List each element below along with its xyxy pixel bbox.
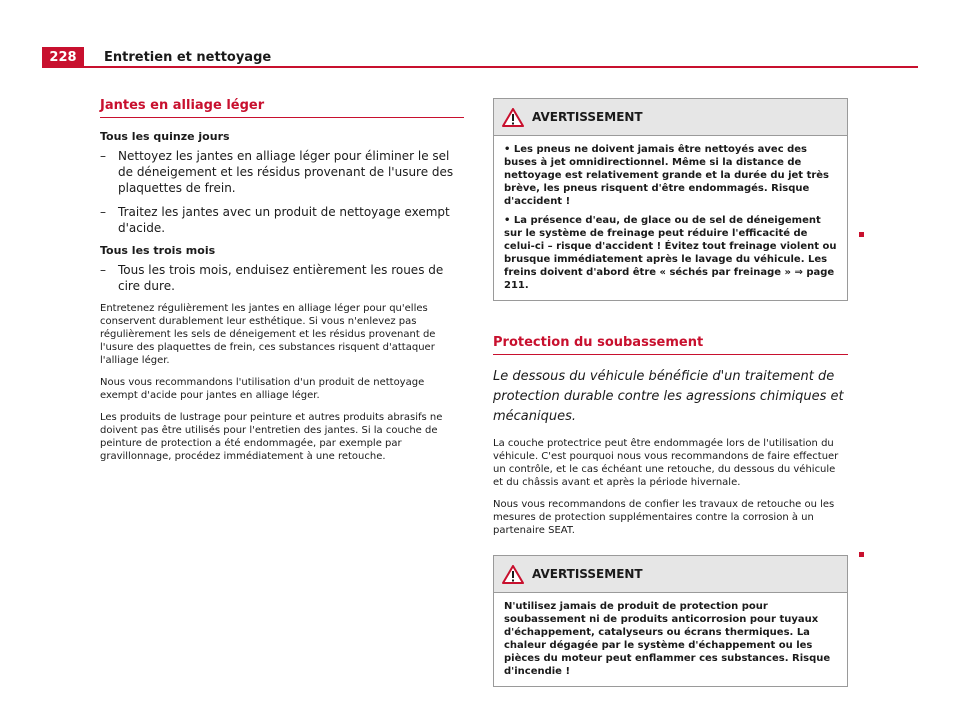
dash-marker: – (100, 149, 106, 163)
end-of-section-mark (859, 552, 864, 557)
list-item-text: Traitez les jantes avec un produit de nettoyage exempt d'acide. (118, 205, 450, 235)
list-item (100, 262, 464, 294)
warning-body (494, 593, 847, 686)
bullet: • (504, 144, 511, 155)
page-number: 228 (42, 47, 84, 68)
chapter-title: Entretien et nettoyage (104, 50, 272, 65)
intro-paragraph: Le dessous du véhicule bénéficie d'un traitement de protection durable contre les agressions chimiques et mécaniques. (493, 369, 844, 424)
warning-title: AVERTISSEMENT (532, 567, 643, 581)
body-paragraph: La couche protectrice peut être endommagée lors de l'utilisation du véhicule. C'est pourquoi nous vous recommandons de faire effectuer un contrôle, et le cas échéant une retouche, du dessous du véhicule et du châssis avant et après la période hivernale. (493, 438, 839, 488)
section-title-underbody: Protection du soubassement (493, 335, 848, 355)
list-item (100, 148, 464, 196)
warning-box-tyres-brakes (493, 98, 848, 301)
warning-triangle-icon (494, 108, 532, 127)
end-of-section-mark (859, 232, 864, 237)
subhead-fortnightly: Tous les quinze jours (100, 130, 230, 143)
warning-title: AVERTISSEMENT (532, 110, 643, 124)
right-column (493, 98, 848, 687)
warning-box-underbody (493, 555, 848, 687)
body-paragraph: Nous vous recommandons de confier les travaux de retouche ou les mesures de protection supplémentaires contre la corrosion à un partenaire SEAT. (493, 499, 835, 536)
warning-item-text: Les pneus ne doivent jamais être nettoyés avec des buses à jet omnidirectionnel. Même si la distance de nettoyage est relativement grande et la durée du jet très brève, les pneus risquent d'être endommagés. Risque d'accident ! (504, 144, 830, 207)
body-paragraph: Entretenez régulièrement les jantes en alliage léger pour qu'elles conservent durablement leur esthétique. Si vous n'enlevez pas régulièrement les sels de déneigement et les résidus provenant de l'usure des plaquettes de frein, ces substances risquent d'attaquer l'alliage léger. (100, 303, 436, 366)
subhead-quarterly: Tous les trois mois (100, 244, 216, 257)
section-title-alloy-wheels: Jantes en alliage léger (100, 98, 464, 118)
body-paragraph: Les produits de lustrage pour peinture et autres produits abrasifs ne doivent pas être utilisés pour l'entretien des jantes. Si la couche de peinture de protection a été endommagée, par exemple par gravillonnage, procédez immédiatement à une retouche. (100, 412, 443, 462)
warning-triangle-icon (494, 565, 532, 584)
warning-text: N'utilisez jamais de produit de protection pour soubassement ni de produits anticorrosion pour tuyaux d'échappement, catalyseurs ou écrans thermiques. La chaleur dégagée par le système d'échappement ou les pièces du moteur peut enflammer ces substances. Risque d'incendie ! (504, 601, 831, 677)
dash-marker: – (100, 263, 106, 277)
dash-marker: – (100, 205, 106, 219)
warning-header (494, 556, 847, 593)
list-item-text: Tous les trois mois, enduisez entièrement les roues de cire dure. (118, 263, 444, 293)
bullet: • (504, 215, 511, 226)
list-item-text: Nettoyez les jantes en alliage léger pour éliminer le sel de déneigement et les résidus provenant de l'usure des plaquettes de frein. (118, 149, 454, 195)
left-column (100, 98, 464, 472)
body-paragraph: Nous vous recommandons l'utilisation d'un produit de nettoyage exempt d'acide pour jantes en alliage léger. (100, 377, 425, 401)
warning-body (494, 136, 847, 300)
warning-item-text: La présence d'eau, de glace ou de sel de déneigement sur le système de freinage peut réduire l'efficacité de celui-ci – risque d'accident ! Évitez tout freinage violent ou brusque immédiatement après le lavage du véhicule. Les freins doivent d'abord être « séchés par freinage » ⇒ page 211. (504, 215, 837, 291)
warning-item (504, 143, 839, 208)
header-rule (84, 66, 918, 68)
warning-header (494, 99, 847, 136)
list-item (100, 204, 464, 236)
warning-item (504, 214, 839, 292)
